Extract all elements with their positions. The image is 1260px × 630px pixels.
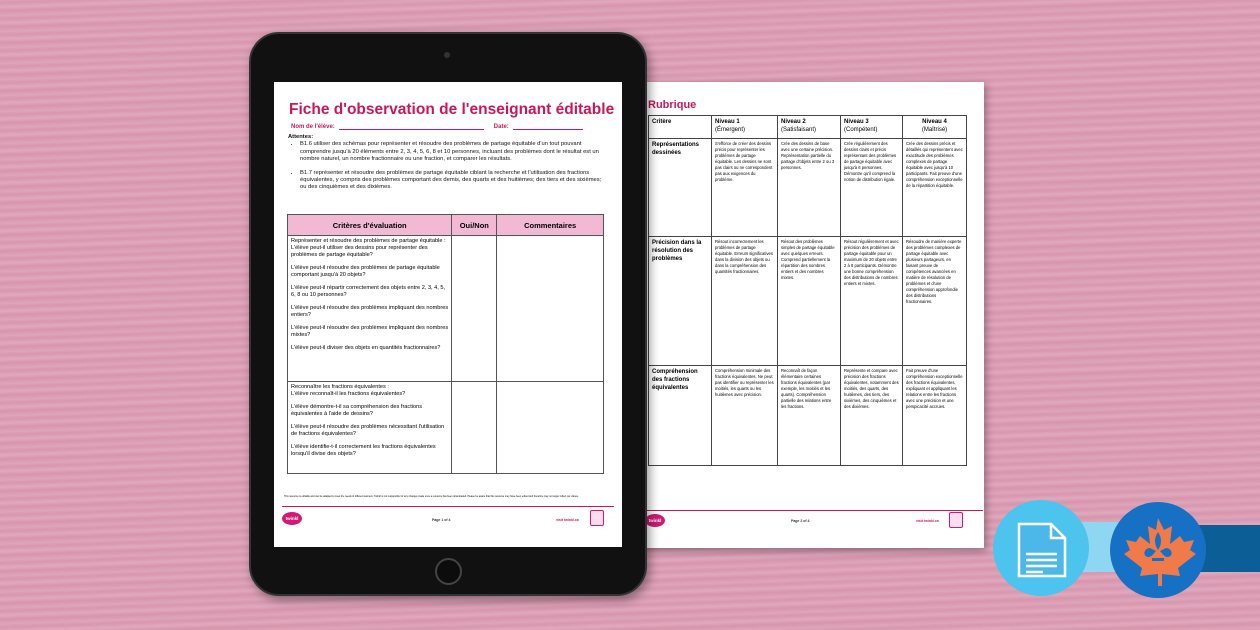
document-icon xyxy=(993,500,1089,596)
rubric-header: Niveau 2 (Satisfaisant) xyxy=(778,116,841,139)
level-cell: S'efforce de créer des dessins précis pour représenter les problèmes de partage équitable. Les dessins ne sont pas clairs ou ne correspondent pas aux exigences du problème. xyxy=(712,139,778,237)
attente-item: • B1.7 représenter et résoudre des problèmes de partage équitable ciblant la recherche et l'utilisation des fractions équivalentes, y compris des problèmes comportant des demis, des quarts et des huitièmes; des tiers et des sixièmes; ou des cinquièmes et des dixièmes. xyxy=(300,170,608,192)
criteria-row xyxy=(288,382,604,474)
rubric-page xyxy=(640,82,984,548)
criteria-cell: Représenter et résoudre des problèmes de partage équitable : L'élève peut-il utiliser des dessins pour représenter des problèmes de partage équitable? L'élève peut-il résoudre des problèmes de partage équitable comportant jusqu'à 20 objets? L'élève peut-il répartir correctement des objets entre 2, 3, 4, 5, 6, 8 ou 10 personnes? L'élève peut-il résoudre des problèmes impliquant des nombres entiers? L'élève peut-il résoudre des problèmes impliquant des nombres mixtes? L'élève peut-il diviser des objets en quantités fractionnaires? xyxy=(288,236,452,382)
attentes xyxy=(288,134,608,198)
criteria-row xyxy=(288,236,604,382)
rubric-header-row xyxy=(649,116,967,139)
page-number: Page 2 of 4 xyxy=(791,519,810,523)
rubric-title: Rubrique xyxy=(648,99,697,111)
twinkl-logo: twinkl xyxy=(282,512,302,525)
attente-item: • B1.6 utiliser des schémas pour représenter et résoudre des problèmes de partage équitable d'un tout pouvant comprendre jusqu'à 20 éléments entre 2, 3, 4, 5, 6, 8 et 10 personnes, incluant des problèmes dont le résultat est un nombre naturel, un nombre fractionnaire ou une fraction, et comparer les résultats. xyxy=(300,141,608,163)
criteria-cell: Reconnaître les fractions équivalentes : L'élève reconnaît-il les fractions équivalentes? L'élève démontre-t-il sa compréhension des fractions équivalentes à l'aide de dessins? L'élève peut-il résoudre des problèmes nécessitant l'utilisation de fractions équivalentes? L'élève identifie-t-il correctement les fractions équivalentes lorsqu'il divise des objets? xyxy=(288,382,452,474)
home-button[interactable] xyxy=(435,558,462,585)
col-header: Critères d'évaluation xyxy=(288,215,452,236)
criterion: Compréhension des fractions équivalentes xyxy=(649,366,712,466)
attentes-label: Attentes: xyxy=(288,134,314,140)
comments-cell[interactable] xyxy=(497,382,604,474)
criteria-table xyxy=(287,214,604,474)
footer-url: visit twinkl.ca xyxy=(916,519,939,523)
footer-line xyxy=(282,506,614,507)
rubric-row xyxy=(649,237,967,366)
level-cell: Crée des dessins précis et détaillés qui représentent avec exactitude des problèmes complexes de partage équitable avec jusqu'à 10 participants. Fait preuve d'une compréhension exceptionnelle de la répartition équitable. xyxy=(903,139,967,237)
camera-icon xyxy=(444,52,450,58)
comments-cell[interactable] xyxy=(497,236,604,382)
level-cell: Résout incorrectement les problèmes de partage équitable. Erreurs significatives dans la division des objets ou dans la compréhension des quantités fractionnaires. xyxy=(712,237,778,366)
level-cell: Résout des problèmes simples de partage équitable avec quelques erreurs. Comprend partiellement la répartition des nombres entiers et des nombres mixtes. xyxy=(778,237,841,366)
name-field[interactable] xyxy=(339,124,484,130)
level-cell: Fait preuve d'une compréhension exceptionnelle des fractions équivalentes, expliquant et appliquant les relations entre les fractions avec une précision et une perspicacité accrues. xyxy=(903,366,967,466)
oui-non-cell[interactable] xyxy=(452,382,497,474)
quebec-maple-leaf-icon xyxy=(1110,502,1206,598)
criteria-header-row xyxy=(288,215,604,236)
col-header: Commentaires xyxy=(497,215,604,236)
level-cell: Crée des dessins de base avec une certaine précision. Représentation partielle du partage d'objets entre 2 ou 3 personnes. xyxy=(778,139,841,237)
col-header: Oui/Non xyxy=(452,215,497,236)
rubric-header: Niveau 3 (Compétent) xyxy=(841,116,903,139)
level-cell: Représente et compare avec précision des fractions équivalentes, notamment des moitiés, des quarts, des huitièmes, des tiers, des sixièmes, des cinquièmes et des dixièmes. xyxy=(841,366,903,466)
level-cell: Compréhension minimale des fractions équivalentes. Ne peut pas identifier ou représenter les moitiés, les quarts ou les huitièmes avec précision. xyxy=(712,366,778,466)
rubric-header: Niveau 1 (Émergent) xyxy=(712,116,778,139)
oui-non-cell[interactable] xyxy=(452,236,497,382)
level-cell: Résout régulièrement et avec précision des problèmes de partage équitable pour un maximum de 20 objets entre 2 à 8 participants. Démontre une bonne compréhension des distributions de nombres entiers et mixtes. xyxy=(841,237,903,366)
criterion: Précision dans la résolution des problèmes xyxy=(649,237,712,366)
tablet-screen xyxy=(274,82,622,547)
rubric-table xyxy=(648,115,967,466)
page-title: Fiche d'observation de l'enseignant éditable xyxy=(289,101,615,118)
date-label: Date: xyxy=(493,124,509,130)
badge-icon xyxy=(590,510,604,526)
twinkl-logo: twinkl xyxy=(645,514,665,527)
level-cell: Crée régulièrement des dessins clairs et précis représentant des problèmes de partage équitable avec jusqu'à 6 personnes. Démontre qu'il comprend la notion de distribution égale. xyxy=(841,139,903,237)
rubric-row xyxy=(649,139,967,237)
footer-url: visit twinkl.ca xyxy=(556,518,579,522)
footer-note: This resource is editable and can be adapted to meet the needs of different learners. Twinkl is not responsible for any changes made once a resource has been downloaded. Please be aware that this resource may have been edited and therefore may no longer reflect our values. xyxy=(284,495,579,498)
date-field[interactable] xyxy=(513,124,583,130)
student-fields xyxy=(291,124,583,130)
page-number: Page 1 of 4 xyxy=(432,518,451,522)
rubric-row xyxy=(649,366,967,466)
tablet-device xyxy=(249,32,647,596)
footer-line xyxy=(643,510,983,511)
criterion: Représentations dessinées xyxy=(649,139,712,237)
level-cell: Reconnaît de façon élémentaire certaines fractions équivalentes (par exemple, les moitiés et les quarts). Compréhension partielle des relations entre les fractions. xyxy=(778,366,841,466)
name-label: Nom de l'élève: xyxy=(291,124,335,130)
level-cell: Résoudre de manière experte des problèmes complexes de partage équitable avec plusieurs partageurs, en faisant preuve de compétences avancées en matière de résolution de problèmes et d'une compréhension approfondie des distributions fractionnaires. xyxy=(903,237,967,366)
badge-icon xyxy=(949,512,963,528)
rubric-header: Niveau 4 (Maîtrisé) xyxy=(903,116,967,139)
rubric-header: Critère xyxy=(649,116,712,139)
